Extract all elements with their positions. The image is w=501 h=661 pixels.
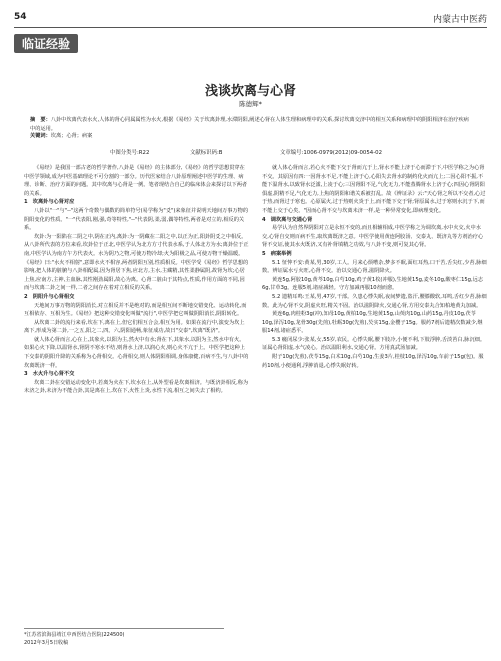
section-heading: 1 坎离卦与心肾对应 [24, 199, 75, 206]
paragraph: 易学认为自然界阴阳对立是永恒不变的,而且相辅相成,中医学称之为调坎离,水中火交,火中水交,心肾自交则百病不生,取坎离既济之意。中医学使用黄连阿胶汤、交泰丸、既济丸等方剂治疗心肾不交证,使其水火既济,又有补肾填精之功效,与八卦不变,则可复其心肾。 [262, 225, 484, 249]
paragraph: 黄连6g,肉桂粉3g(冲),知母10g,黄柏10g,生地黄15g,山萸肉10g,山药15g,丹皮10g,茯苓10g,泽泻10g,龙骨30g(先煎),牡蛎30g(先煎),芡实15g,金樱子15g。服药7剂后遗精次数减少,继服14剂,诸症悉平。 [262, 311, 483, 335]
paragraph: 5.1 怔忡不安:黄某,男,30岁,工人。月来心烦嘈杂,梦多不眠,面红耳热,口干苦,舌尖红,少苔,脉细数。辨证属水亏火旺,心肾不交。治以交通心肾,滋阴降火。 [262, 259, 487, 275]
paragraph: 坎离二卦在交错运动变化中,若离为火在下,坎水在上,从外型看是坎离相济。与既济卦相反,称为未济之卦,未济为不能合卦,其是离在上,坎在下,火性上炎,水性下流,相互之间失去了相约。 [24, 379, 249, 395]
clc-number: 中图分类号:R22 [110, 150, 150, 156]
section-heading: 2 阴阳升与心肾相交 [24, 293, 75, 300]
keywords-label: 关键词： [30, 133, 51, 139]
section-heading: 5 病案举例 [262, 250, 292, 257]
left-column [24, 164, 249, 396]
paragraph: 附子10g(先煎),茯苓15g,白术10g,白芍10g,生姜3片,桂枝10g,泽泻10g,车前子15g(包)。服药10剂,小便通利,浮肿消退,心悸失眠好转。 [262, 354, 484, 369]
article-title: 浅谈坎离与心肾 [204, 84, 296, 99]
paragraph: 5.2 遗精耳鸣:王某,男,47岁,干部。久患心悸失眠,夜间梦遗,盗汗,腰膝酸软,耳鸣,舌红少苔,脉细数。此为心肾不交,阴虚火旺,精关不固。治以滋阴降火,交通心肾,方用交泰丸合知柏地黄丸加减。 [262, 293, 487, 309]
right-column [262, 164, 487, 370]
paragraph: 黄连5g,阿胶10g,黄芩10g,白芍10g,鸡子黄1枚(冲服),生地黄15g,麦冬10g,酸枣仁15g,远志6g,甘草3g。连服5剂,诸症减轻。守方加减再服10剂而愈。 [262, 276, 483, 292]
paragraph: 从坎离二卦的流行来看,坎在下,离在上,但它们相互合会,相互为用。如果在流行中,演变为坎上离下,形成为第二卦,一之五,阳之二,四。六,阴阳通畅,象征成功,故曰"交泰",坎离"既济"。 [24, 319, 245, 335]
abstract-text: 八卦中坎离代表水火,人体的肾心同属属性为水火,根据《易经》关于坎离卦理,水滞阴阳,阐述心肾在人体生理和病理中的关系,探讨坎离交济中的相互关系和病理中的阴阳相济在治疗疾病中的运用。 [30, 117, 469, 132]
journal-name: 内蒙古中医药 [432, 15, 487, 25]
paragraph: 《易经》是我国一部古老的哲学著作,八卦是《易经》的主体部分,《易经》的哲学思想贯穿在中医学领域,成为中医基础理论不可分割的一部分。历代医家结合八卦原理阐述中医学的生理、病理、诊断、治疗方面的问题。其中坎离与心肾是一例。笔者现结合自己的临床体会来探讨以下两者的关系。 [24, 165, 248, 197]
page-number: 54 [14, 12, 27, 22]
paragraph: 就人体心肾而言,心在上,其象火,以阳为主,然火中有水;肾在下,其象水,以阴为主,然水中有火。如果心火下降,以温肾水,肾阴不寒水不结,则肾水上济,以润心火,则心火不亢于上。中医学把这种上下交泰的阴阳升降的关系称为心肾相交。心肾相交,则人体阴阳相调,身体康健,百病不生,与八卦中的坎离既济一样。 [24, 336, 249, 369]
article-number: 文章编号:1006-0979(2012)09-0054-02 [280, 150, 383, 156]
article-author: 陈德辉* [239, 100, 262, 108]
page-header [14, 12, 487, 26]
keywords [30, 132, 471, 141]
keywords-text: 坎离；心肾；病案 [50, 133, 93, 139]
header-rule [14, 27, 487, 28]
abstract-label: 摘 要： [30, 117, 51, 123]
paragraph: 就人体心肾而言,若心火不能下交于肾而亢于上,肾水不能上济于心而滞于下,中医学称之为心肾不交。其原因有四:一因肾水不足,不能上济于心,心阳失去肾水的制约化火而亢上;二因心阳不振,不能下温肾水,以致肾水泛滥,上凌于心;三因肾阳不足,气化无力,不能蒸腾肾水上济于心;四因心肾阴阳俱虚,阴精不足,气化无力,上焦的阴阳和谐关系被打乱。故《辨证录》云:"天心肾之所以不交者,心过于热,而肾过于寒也。心原属火,过于热则火炎于上,而不能下交于肾;肾原属水,过于寒则水沉于下,而不能上交于心矣。"因而心肾不交与坎离未济一样,是一种异常变化,即病理变化。 [262, 165, 486, 214]
section-heading: 3 水火升与心肾不交 [24, 371, 75, 378]
document-code: 文献标识码:B [190, 150, 223, 156]
section-heading: 4 调坎离与交通心肾 [262, 216, 313, 223]
footnote: *江苏省滨海县靖江中西医结合医院(224500) 2012年3月5日收稿 [24, 628, 224, 647]
paragraph: 八卦以"一"与"--"这两个奇数与偶数的简单符号(易学称为"爻")来象征并说明天地间万事万物的阴阳变化的性质。"一"代表阳,刚,强,奇等特性,"--"代表阴,柔,弱,偶等特性,两者是对立的,相反的关系。 [24, 207, 249, 232]
paragraph: 坎卦:为一阳陷在二阴之中,阴在正内,离卦:为一阴藏在二阳之中,以正为正,阳卦阴爻之中相反。从八卦所代表的方位来看,坎卦位于正北,中医学认为北方方寸代表水系,于人体北方为水;离卦位于正南,中医学认为南方午方代表火。水为阴乃之物,可使万物冷却;火为阳极之品,可使万物干燥温暖。《易经》曰:"水火不相射",意即水火不相容,两者阴阳互别,性质相反。中医学受《易经》哲学思想的影响,把人体的脏腑与八卦相配属,因为肾居下焦,应北方,主水,主藏精,其性柔静属阴,故肾为坎;心居上焦,应南方,主神,主血脉,其性刚劲属阳,故心为离。心肾二脏由于其特点,性质,作用方面的不同,因而与坎离二卦之间一样,二者之间存在着对立相反的关系。 [24, 233, 249, 292]
section-tag: 临证经验 [14, 34, 78, 53]
paragraph: 5.3 癃闭尿少:张某,女,55岁,农民。心悸失眠,腰下肢冷,小便不利,下肢浮肿,舌淡苔白,脉沉细。证属心肾阳虚,水气凌心。治以温阳利水,交通心肾。方用真武汤加减。 [262, 336, 486, 352]
paragraph: 天地间万事万物的阴阳消长,对立相反并不是绝对的,而是相互间不断地交错变化、运动转化,而互相依存、互相为生。《易经》把这种交错变化叫做"流行",中医学把它叫做阴阳消长,阴阳转化。 [24, 302, 247, 318]
